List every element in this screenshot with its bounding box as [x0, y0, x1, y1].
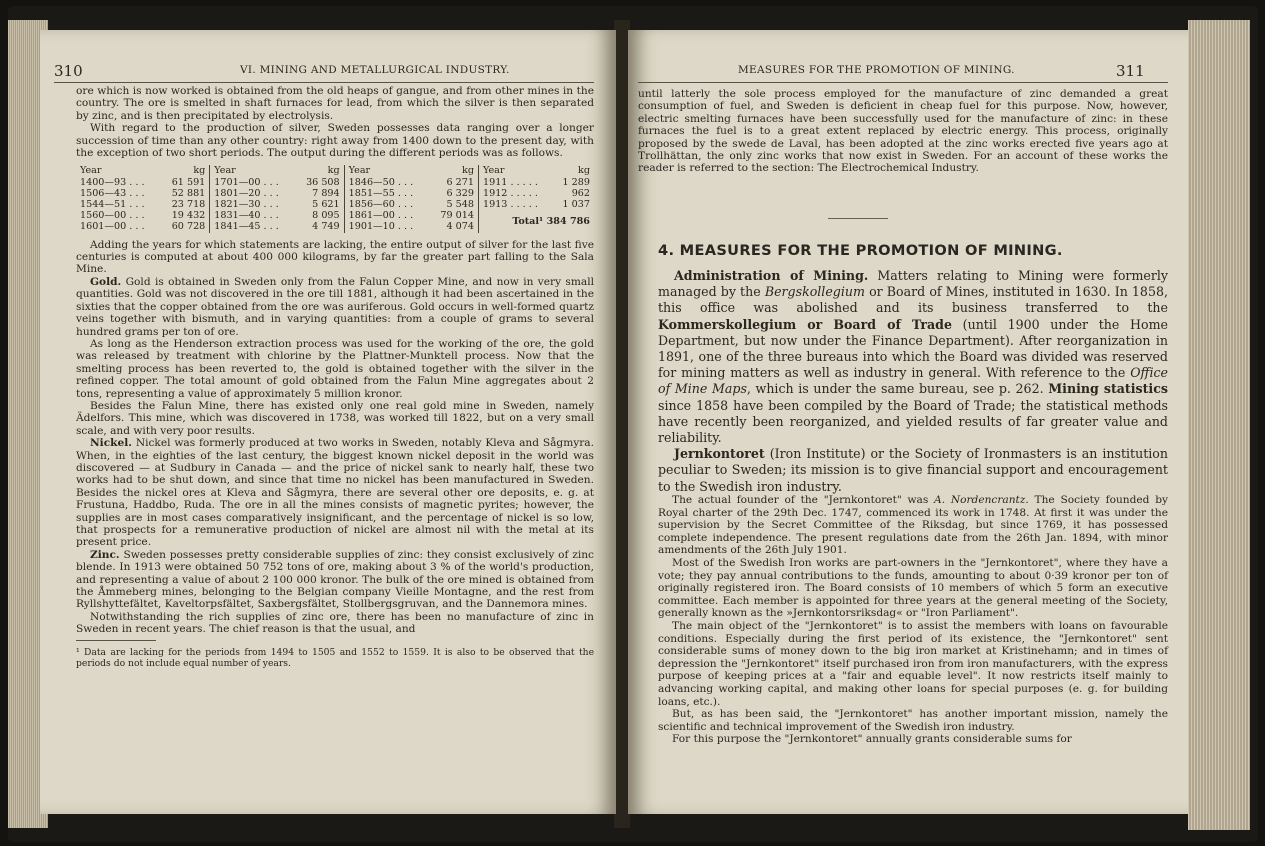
- nickel-heading: Nickel.: [90, 437, 132, 450]
- left-column: [76, 85, 594, 669]
- table-cell: 1821—30 . . .: [210, 199, 295, 210]
- paragraph-purpose: For this purpose the "Jernkontoret" annually grants considerable sums for: [672, 733, 1072, 746]
- right-main-column: [658, 268, 1168, 495]
- table-cell: 7 894: [312, 187, 340, 199]
- bergskollegium-term: Bergskollegium: [764, 284, 865, 300]
- text-span: (Iron Institute) or the Society of Ironmasters is an institution peculiar to Sweden; its mission is to give financial support and encouragement to the Swedish iron industry.: [658, 446, 1168, 494]
- table-cell: 61 591: [171, 176, 206, 188]
- table-row: [76, 210, 594, 221]
- text-span: The actual founder of the "Jernkontoret" was: [672, 494, 929, 506]
- paragraph-silver: With regard to the production of silver, Sweden possesses data ranging over a longer succession of time than any other country: right away from 1400 down to the present day, with the exception of two short periods. The output during the different periods was as follows.: [76, 122, 594, 160]
- column-header: Year: [344, 165, 429, 176]
- table-cell: 19 432: [171, 210, 206, 222]
- table-cell: 8 095: [312, 210, 340, 222]
- page-number: 311: [1116, 62, 1145, 80]
- office-mine-maps-term: Office of Mine Maps: [658, 365, 1168, 397]
- table-cell: 1846—50 . . .: [344, 177, 429, 188]
- table-cell: 962: [571, 187, 590, 199]
- zinc-text: Sweden possesses pretty considerable supplies of zinc: they consist exclusively of zinc blende. In 1913 were obtained 50 752 tons of ore, making about 3 % of the world's production, and representing a value of about 2 100 000 kronor. The bulk of the ore mined is obtained from the Åmmeberg mines, belonging to the Belgian company Vieille Montagne, and the rest from Ryllshyttefältet, Kaveltorpsfältet, Saxbergsfältet, Stollbergsgruvan, and the Dannemora mines.: [76, 548, 594, 611]
- table-cell: 1901—10 . . .: [344, 221, 429, 232]
- table-cell: 52 881: [171, 187, 206, 199]
- founder-name: A. Nordencrantz.: [934, 494, 1029, 506]
- table-cell: 6 271: [446, 176, 474, 188]
- table-cell: 1831—40 . . .: [210, 210, 295, 221]
- right-small-column: [658, 494, 1168, 746]
- table-cell: 79 014: [440, 210, 474, 222]
- table-cell: 1601—00 . . .: [80, 221, 145, 233]
- table-cell: 5 621: [312, 199, 340, 211]
- table-cell: 1701—00 . . .: [210, 177, 295, 188]
- text-span: (until 1900 under the Home Department, but now under the Finance Department). After reorganization in 1891, one of the three bureaus into which the Board was divided was reserved for mining matters as well as industry in general. With reference to the: [658, 316, 1168, 381]
- footnote-rule: [76, 640, 156, 641]
- zinc-heading: Zinc.: [90, 548, 120, 561]
- paragraph-total: Adding the years for which statements are lacking, the entire output of silver for the last five centuries is computed at about 400 000 kilograms, by far the greater part falling to the Sala Mine.: [76, 238, 594, 276]
- paragraph-owners: Most of the Swedish Iron works are part-owners in the "Jernkontoret", where they have a vote; they pay annual contributions to the funds, amounting to about 0·39 kronor per ton of originally registered iron. The Board consists of 10 members of which 5 form an executive committee. Each member is appointed for three years at the general meeting of the Society, generally known as the »Jernkontorsriksdag« or "Iron Parliament".: [658, 556, 1168, 620]
- right-top-column: [638, 88, 1168, 175]
- section-title: 4. MEASURES FOR THE PROMOTION OF MINING.: [658, 242, 1063, 259]
- paragraph-jernkontoret: [658, 446, 1168, 495]
- column-header: Year: [479, 165, 553, 176]
- paragraph-gold-3: Besides the Falun Mine, there has existed only one real gold mine in Sweden, namely Ädelfors. This mine, which was discovered in 1738, was worked till 1822, but on a very small scale, and with very poor results.: [76, 399, 594, 437]
- mining-statistics-term: Mining statistics: [1048, 381, 1168, 397]
- text-span: or Board of Mines, instituted in 1630. In 1858, this office was abolished and its business transferred to the: [658, 284, 1168, 316]
- kommerskollegium-term: Kommerskollegium or Board of Trade: [658, 316, 952, 332]
- paragraph-mission: But, as has been said, the "Jernkontoret" has another important mission, namely the scientific and technical improvement of the Swedish iron industry.: [658, 708, 1168, 733]
- table-cell: 1912 . . . . .: [479, 188, 553, 199]
- paragraph-nickel: [76, 437, 594, 549]
- table-cell: 1841—45 . . .: [210, 221, 295, 232]
- paragraph-zinc: [76, 549, 594, 611]
- administration-heading: Administration of Mining.: [674, 268, 869, 283]
- nickel-text: Nickel was formerly produced at two works in Sweden, notably Kleva and Sågmyra. When, in the eighties of the last century, the biggest known nickel deposit in the world was discovered — at Sudbury in Canada — and the price of nickel sank to nearly half, these two works had to be shut down, and since that time no nickel has been manufactured in Sweden. Besides the nickel ores at Kleva and Sågmyra, there are several other ore deposits, e. g. at Frustuna, Haddbo, Ruda. The ore in all the mines consists of magnetic pyrites; however, the supplies are in most cases comparatively insignificant, and the percentage of nickel is so low, that prospects for a remunerative production of nickel are almost nil with the metal at its present price.: [76, 437, 594, 549]
- column-header: kg: [462, 165, 474, 177]
- paragraph-gold-2: As long as the Henderson extraction process was used for the working of the ore, the gold was released by treatment with chlorine by the Plattner-Munktell process. Now that the smelting process has been reverted to, the gold is obtained together with the silver in the refined copper. The total amount of gold obtained from the Falun Mine aggregates about 2 tons, representing a value of approximately 5 million kronor.: [76, 337, 594, 400]
- table-row: [76, 188, 594, 199]
- table-cell: 1 289: [562, 176, 590, 188]
- table-cell: 1400—93 . . .: [80, 176, 145, 188]
- paragraph-gold-1: [76, 276, 594, 338]
- table-cell: 5 548: [446, 199, 474, 211]
- gold-text: Gold is obtained in Sweden only from the Falun Copper Mine, and now in very small quantities. Gold was not discovered in the ore till 1881, although it had been ascertained in the sixties that the copper obtained from the ore was auriferous. Gold occurs in well-formed quartz veins together with bismuth, and in varying quantities: from a couple of grams to several hundred grams per ton of ore.: [76, 275, 594, 338]
- section-divider: [828, 218, 888, 219]
- table-row: [76, 177, 594, 188]
- table-cell: 1560—00 . . .: [80, 210, 145, 222]
- column-header: Year: [80, 165, 102, 177]
- column-header: kg: [193, 165, 206, 177]
- total-label: Total¹: [512, 215, 544, 227]
- paragraph-main-object: The main object of the "Jernkontoret" is to assist the members with loans on favourable conditions. Especially during the first period of its existence, the "Jernkontoret" sent considerable sums of money down to the big iron market at Kristinehamn; and in times of depression the "Jernkontoret" itself purchased iron from iron manufacturers, with the express purpose of keeping prices at a "fair and equable level". It now restricts itself mainly to advancing working capital, and making other loans for special purposes (e. g. for building loans, etc.).: [658, 619, 1168, 708]
- paragraph-continuation: until latterly the sole process employed for the manufacture of zinc demanded a great consumption of fuel, and Sweden is deficient in cheap fuel for this purpose. Now, however, electric smelting furnaces have been successfully used for the manufacture of zinc: in these furnaces the fuel is to a great extent replaced by electric energy. This process, originally proposed by the swede de Laval, has been adopted at the zinc works erected five years ago at Trollhättan, the only zinc works that now exist in Sweden. For an account of these works the reader is referred to the section: The Electrochemical Industry.: [638, 88, 1168, 175]
- table-cell: 4 749: [312, 221, 340, 233]
- left-page: [40, 30, 616, 814]
- header-rule: [638, 82, 1168, 83]
- table-cell: 4 074: [446, 221, 474, 233]
- text-span: since 1858 have been compiled by the Board of Trade; the statistical methods have recently been reorganized, and yielded results of far greater value and reliability.: [658, 397, 1168, 446]
- table-cell: 1544—51 . . .: [80, 199, 145, 211]
- text-span: Matters relating to Mining were formerly managed by the: [658, 268, 1169, 300]
- gold-heading: Gold.: [90, 275, 122, 288]
- page-edges-right: [1188, 20, 1250, 830]
- table-cell: 1851—55 . . .: [344, 188, 429, 199]
- column-header: kg: [578, 165, 590, 177]
- table-cell: 1506—43 . . .: [80, 187, 145, 199]
- header-rule: [54, 82, 594, 83]
- paragraph-zinc-2: Notwithstanding the rich supplies of zinc ore, there has been no manufacture of zinc in Sweden in recent years. The chief reason is that the usual, and: [76, 610, 594, 636]
- running-head: VI. MINING AND METALLURGICAL INDUSTRY.: [240, 64, 510, 76]
- table-cell: 6 329: [446, 187, 474, 199]
- table-header-row: [76, 165, 594, 176]
- table-cell: 1861—00 . . .: [344, 210, 429, 221]
- paragraph-intro: ore which is now worked is obtained from the old heaps of gangue, and from other mines in the country. The ore is smelted in shaft furnaces for lead, from which the silver is then separated by zinc, and is then precipitated by electrolysis.: [76, 85, 594, 122]
- table-row: [76, 199, 594, 210]
- table-cell: 1911 . . . . .: [479, 177, 553, 188]
- paragraph-founder: [658, 494, 1168, 557]
- table-cell: 23 718: [171, 199, 206, 211]
- running-head: MEASURES FOR THE PROMOTION OF MINING.: [738, 64, 1015, 76]
- table-cell: 1 037: [562, 199, 590, 211]
- table-total: [479, 210, 595, 232]
- table-cell: 1801—20 . . .: [210, 188, 295, 199]
- column-header: kg: [327, 165, 340, 177]
- column-header: Year: [210, 165, 295, 176]
- jernkontoret-heading: Jernkontoret: [674, 446, 765, 462]
- table-cell: 1856—60 . . .: [344, 199, 429, 210]
- page-number: 310: [54, 62, 83, 80]
- text-span: The Society founded by Royal charter of the 29th Dec. 1747, commenced its work in 1748. At first it was under the supervision by the Secret Committee of the Riksdag, but since 1769, it has possessed complete independence. The present regulations date from the 26th Jan. 1894, with minor amendments of the 26th July 1901.: [658, 494, 1168, 557]
- footnote: ¹ Data are lacking for the periods from 1494 to 1505 and 1552 to 1559. It is also to be observed that the periods do not include equal number of years.: [76, 646, 594, 669]
- total-value: 384 786: [546, 215, 590, 227]
- table-cell: 36 508: [306, 176, 340, 188]
- table-cell: 1913 . . . . .: [479, 199, 553, 210]
- text-span: , which is under the same bureau, see p. 262.: [746, 381, 1044, 397]
- table-cell: 60 728: [171, 221, 206, 233]
- paragraph-administration: [658, 268, 1168, 446]
- silver-output-table: [76, 165, 594, 232]
- book-spread: [8, 6, 1258, 842]
